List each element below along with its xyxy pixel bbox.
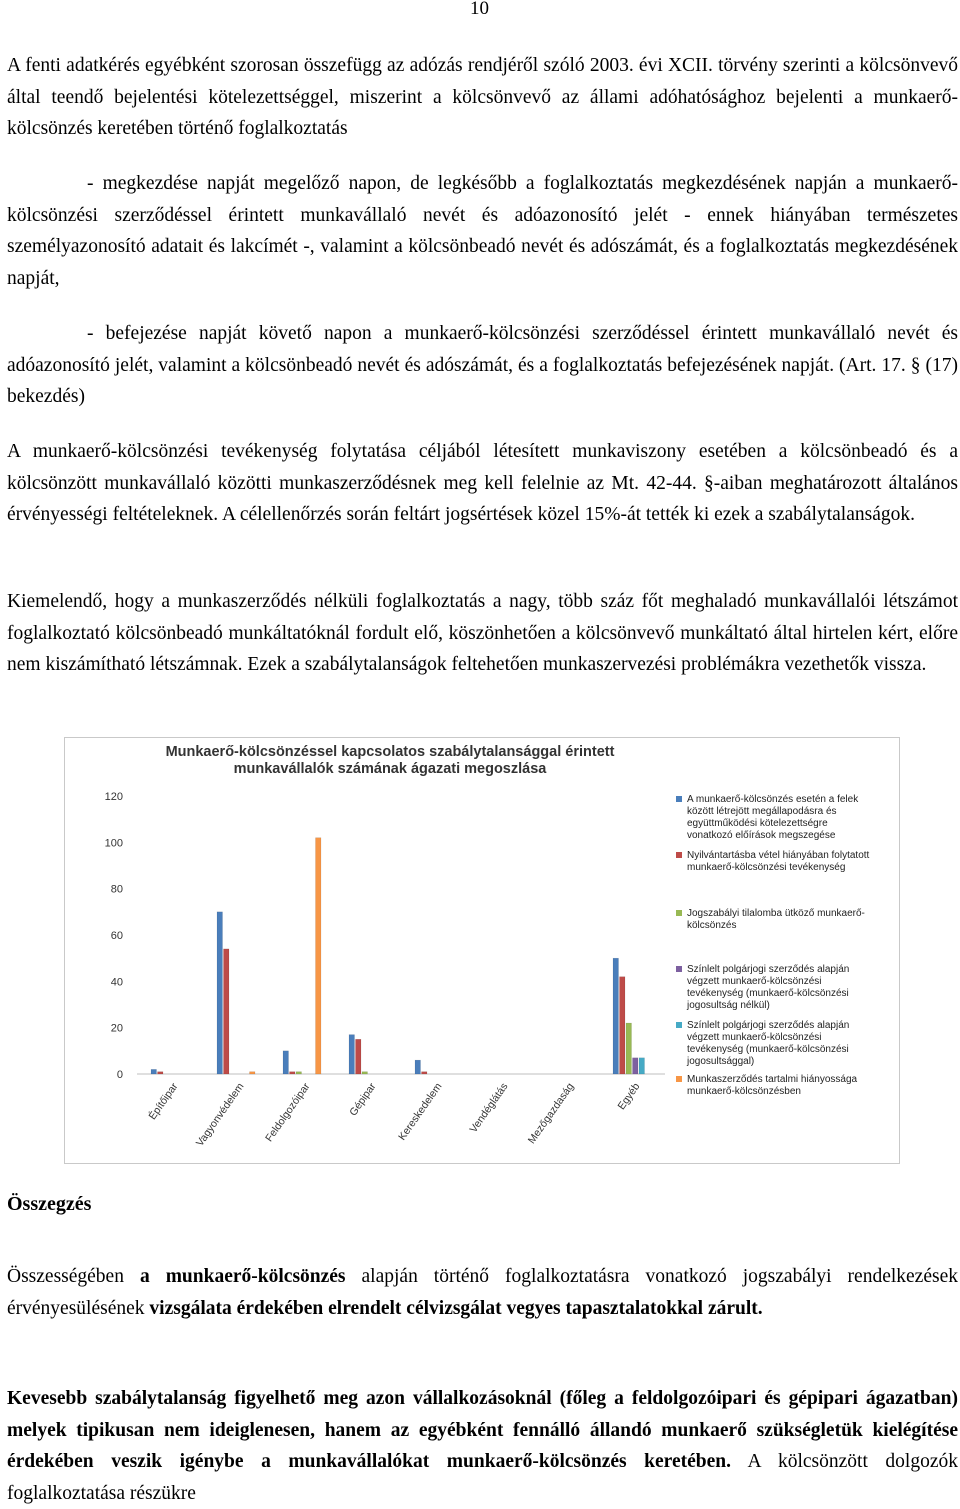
bar-1-2 xyxy=(217,912,223,1074)
bar-1-4 xyxy=(349,1035,355,1074)
x-category-label: Vendéglátás xyxy=(467,1080,511,1136)
bar-4-8 xyxy=(633,1058,639,1074)
y-tick-label: 100 xyxy=(104,837,123,850)
paragraph-conclusion xyxy=(7,1383,958,1509)
chart-title: Munkaerő-kölcsönzéssel kapcsolatos szabálytalansággal érintett munkavállalók számának ágazati megoszlása xyxy=(165,744,615,777)
bar-2-1 xyxy=(158,1072,164,1074)
bar-2-3 xyxy=(290,1072,296,1074)
bar-1-3 xyxy=(283,1051,289,1074)
x-category-label: Egyéb xyxy=(615,1080,643,1113)
legend-swatch xyxy=(676,1022,682,1028)
legend-label: Színlelt polgárjogi szerződés alapján végzett munkaerő-kölcsönzési tevékenység (munkaerő-kölcsönzési jogosultsággal) xyxy=(687,1020,850,1067)
legend-swatch xyxy=(676,1076,682,1082)
summary-text-d: vizsgálata érdekében elrendelt célvizsgálat vegyes tapasztalatokkal zárult. xyxy=(149,1297,763,1319)
bar-1-1 xyxy=(151,1069,157,1074)
paragraph-summary xyxy=(7,1261,958,1324)
x-category-label: Vagyonvédelem xyxy=(193,1080,247,1149)
paragraph-intro: A fenti adatkérés egyébként szorosan összefügg az adózás rendjéről szóló 2003. évi XCII. törvény szerinti a kölcsönvevő által teendő bejelentési kötelezettséggel, miszerint a kölcsönvevő az állami adóhatósághoz bejelenti a munkaerő-kölcsönzés keretében történő foglalkoztatás xyxy=(7,55,958,139)
y-tick-label: 80 xyxy=(110,883,123,896)
y-tick-label: 20 xyxy=(110,1022,123,1035)
bar-1-8 xyxy=(613,958,619,1074)
bar-3-8 xyxy=(626,1023,632,1074)
bar-1-5 xyxy=(415,1060,421,1074)
legend-label: Munkaszerződés tartalmi hiányossága munkaerő-kölcsönzésben xyxy=(687,1074,858,1097)
bar-2-8 xyxy=(620,977,626,1074)
list-item-start-notification: - megkezdése napját megelőző napon, de legkésőbb a foglalkoztatás megkezdésének napján a munkaerő-kölcsönzési szerződéssel érintett munkavállaló nevét és adóazonosító jelét - ennek hiányában természetes személyazonosító adatait és lakcímét -, valamint a kölcsönbeadó nevét és adószámát, és a foglalkoztatás megkezdésének napját, xyxy=(7,173,958,289)
x-category-label: Kereskedelem xyxy=(396,1080,445,1143)
legend-label: Színlelt polgárjogi szerződés alapján végzett munkaerő-kölcsönzési tevékenység (munkaerő-kölcsönzési jogosultság nélkül) xyxy=(687,964,850,1011)
y-tick-label: 120 xyxy=(104,791,123,803)
y-tick-label: 0 xyxy=(116,1069,123,1081)
x-category-label: Mezőgazdaság xyxy=(525,1080,577,1147)
legend-label: A munkaerő-kölcsönzés esetén a felek között létrejött megállapodásra és együttműködési kötelezettségre vonatkozó előírások megszegése xyxy=(687,794,859,841)
bar-6-2 xyxy=(250,1072,256,1074)
bar-2-4 xyxy=(356,1039,362,1074)
conclusion-text: A kölcsönzött dolgozók foglalkoztatása részükre xyxy=(7,1451,958,1504)
summary-text-b: a munkaerő-kölcsönzés xyxy=(139,1266,346,1287)
list-item-end-notification: - befejezése napját követő napon a munkaerő-kölcsönzési szerződéssel érintett munkavállaló nevét és adóazonosító jelét, valamint a kölcsönbeadó nevét és adószámát, és a foglalkoztatás befejezésének napját. (Art. 17. § (17) bekezdés) xyxy=(7,323,958,407)
legend-swatch xyxy=(676,852,682,858)
legend-swatch xyxy=(676,966,682,972)
x-category-label: Építőipar xyxy=(146,1080,181,1123)
legend-label: Jogszabályi tilalomba ütköző munkaerő-kölcsönzés xyxy=(687,908,865,931)
paragraph-highlight: Kiemelendő, hogy a munkaszerződés nélküli foglalkoztatás a nagy, több száz főt meghaladó munkavállalói létszámot foglalkoztató kölcsönbeadó munkáltatóknál fordult elő, köszönhetően a kölcsönvevő munkáltató által hirtelen kért, előre nem kiszámítható létszámnak. Ezek a szabálytalanságok feltehetően munkaszervezési problémákra vezethetők vissza. xyxy=(7,591,958,675)
bar-6-3 xyxy=(316,838,322,1074)
legend-swatch xyxy=(676,796,682,802)
legend-swatch xyxy=(676,910,682,916)
section-heading-summary: Összegzés xyxy=(7,1193,92,1215)
bar-3-4 xyxy=(362,1072,368,1074)
bar-2-5 xyxy=(422,1072,428,1074)
y-tick-label: 40 xyxy=(110,976,123,989)
conclusion-bold-text: Kevesebb szabálytalanság figyelhető meg azon vállalkozásoknál (főleg a feldolgozóipari és gépipari ágazatban) melyek tipikusan nem ideiglenesen, hanem az egyébként fennálló állandó munkaerő szükségletük kielégítése érdekében veszik igénybe a munkavállalókat munkaerő-kölcsönzés keretében. xyxy=(7,1388,958,1472)
summary-text-a: Összességében xyxy=(7,1266,140,1287)
bar-5-8 xyxy=(639,1058,645,1074)
bar-3-3 xyxy=(296,1072,302,1074)
bar-chart xyxy=(64,737,900,1164)
bar-2-2 xyxy=(224,949,230,1074)
x-category-label: Feldolgozóipar xyxy=(263,1080,313,1145)
page-number: 10 xyxy=(470,0,489,19)
paragraph-contract-validity: A munkaerő-kölcsönzési tevékenység folytatása céljából létesített munkaviszony esetében a kölcsönbeadó és a kölcsönzött munkavállaló közötti munkaszerződésnek meg kell felelnie az Mt. 42-44. §-aiban meghatározott általános érvényességi feltételeknek. A célellenőrzés során feltárt jogsértések közel 15%-át tették ki ezek a szabálytalanságok. xyxy=(7,441,958,525)
legend-label: Nyilvántartásba vétel hiányában folytatott munkaerő-kölcsönzési tevékenység xyxy=(687,850,870,873)
y-tick-label: 60 xyxy=(110,930,123,942)
summary-text-c: alapján történő foglalkoztatásra vonatkozó jogszabályi rendelkezések érvényesülésének xyxy=(7,1266,958,1319)
x-category-label: Gépipar xyxy=(347,1080,379,1119)
